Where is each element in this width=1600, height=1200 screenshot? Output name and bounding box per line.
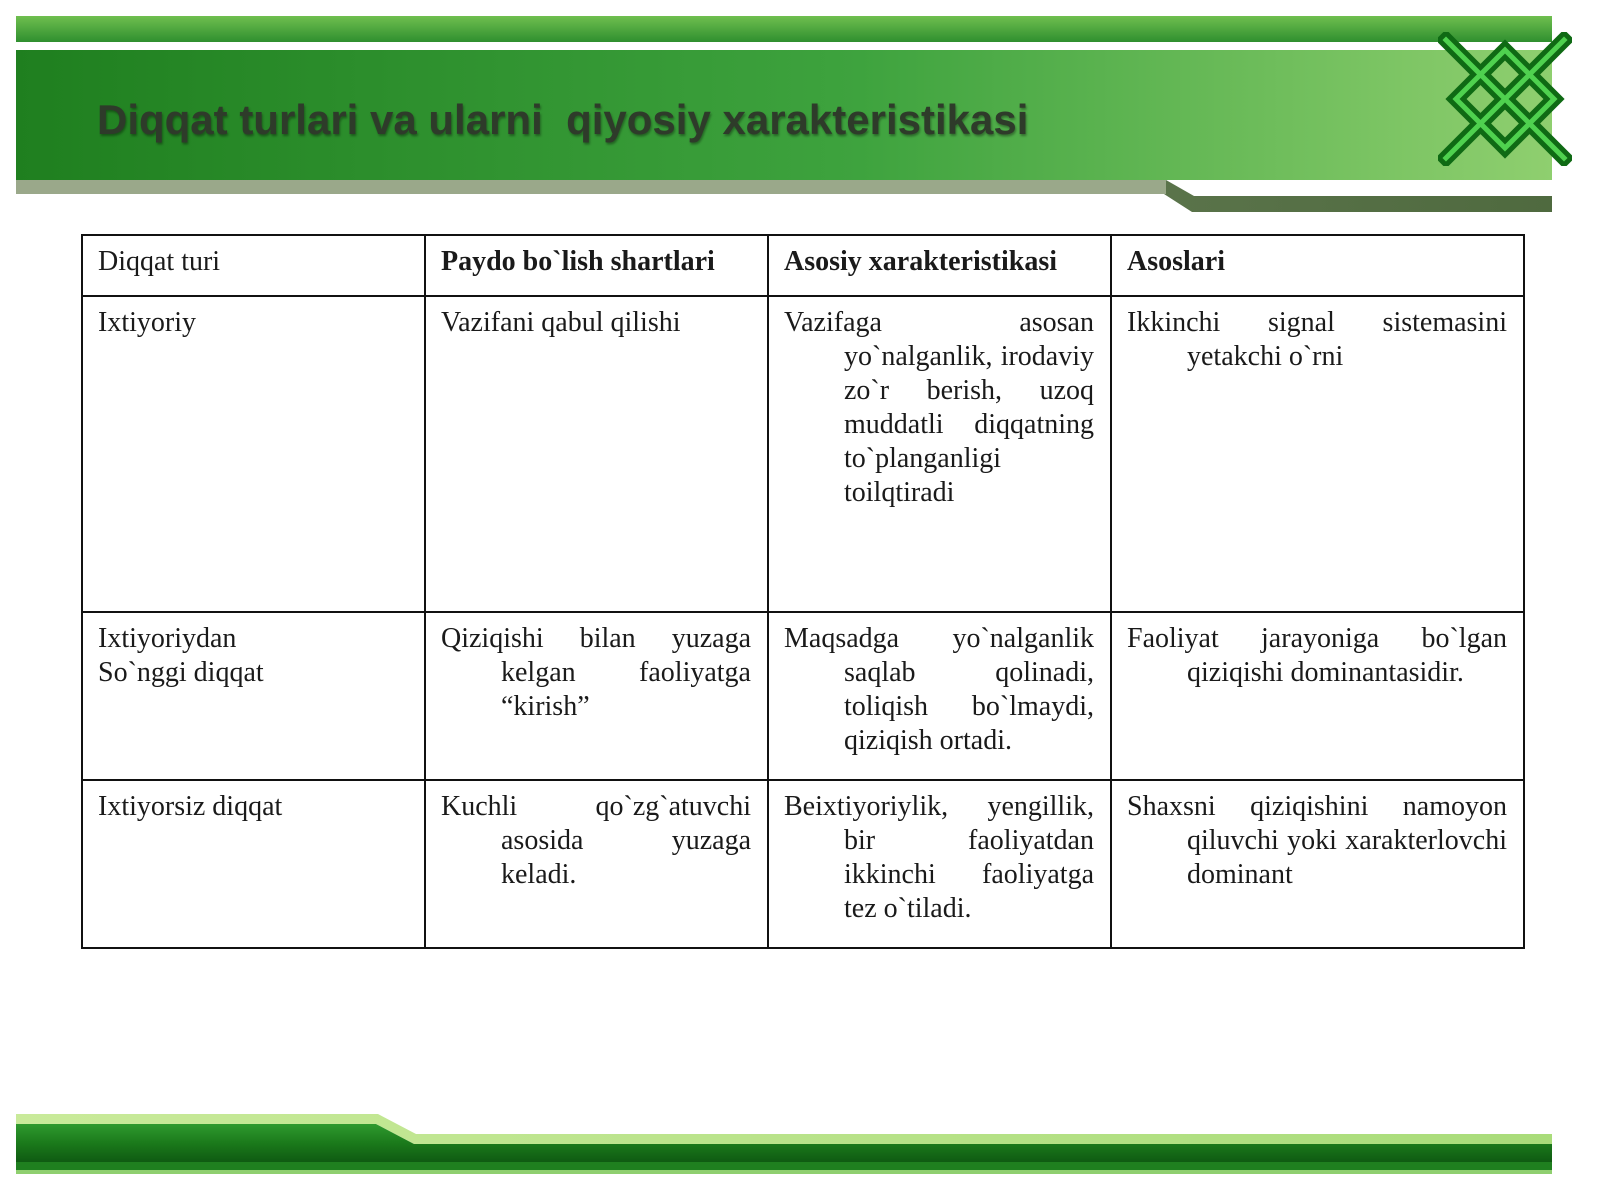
cell-attention-type: Ixtiyoriy — [82, 296, 425, 612]
cell-attention-type: Ixtiyorsiz diqqat — [82, 780, 425, 948]
cell-basis: Ikkinchi signal sistemasini yetakchi o`rni — [1111, 296, 1524, 612]
cell-conditions: Qiziqishi bilan yuzaga kelgan faoliyatga “kirish” — [425, 612, 768, 780]
cell-characteristics: Vazifaga asosan yo`nalganlik, irodaviy zo`r berish, uzoq muddatli diqqatning to`planganligi toilqtiradi — [768, 296, 1111, 612]
cell-basis: Faoliyat jarayoniga bo`lgan qiziqishi dominantasidir. — [1111, 612, 1524, 780]
comparison-table — [81, 234, 1525, 949]
interlaced-diamond-knot-icon — [1438, 32, 1572, 166]
slide-title: Diqqat turlari va ularni qiyosiy xarakteristikasi — [97, 96, 1029, 143]
cell-characteristics: Beixtiyoriylik, yengillik, bir faoliyatdan ikkinchi faoliyatga tez o`tiladi. — [768, 780, 1111, 948]
footer-banner-graphic — [16, 1114, 1584, 1190]
header-characteristics: Asosiy xarakteristikasi — [768, 235, 1111, 296]
table-row — [82, 780, 1524, 948]
footer-banner — [16, 1114, 1584, 1190]
cell-conditions: Kuchli qo`zg`atuvchi asosida yuzaga keladi. — [425, 780, 768, 948]
table-row — [82, 296, 1524, 612]
header-conditions: Paydo bo`lish shartlari — [425, 235, 768, 296]
table-row — [82, 612, 1524, 780]
header-attention-type: Diqqat turi — [82, 235, 425, 296]
cell-conditions: Vazifani qabul qilishi — [425, 296, 768, 612]
cell-attention-type-line-2: So`nggi diqqat — [98, 657, 264, 688]
table-header-row — [82, 235, 1524, 296]
cell-characteristics: Maqsadga yo`nalganlik saqlab qolinadi, toliqish bo`lmaydi, qiziqish ortadi. — [768, 612, 1111, 780]
cell-basis: Shaxsni qiziqishini namoyon qiluvchi yoki xarakterlovchi dominant — [1111, 780, 1524, 948]
cell-attention-type-line-1: Ixtiyoriydan — [98, 623, 237, 654]
header-basis: Asoslari — [1111, 235, 1524, 296]
cell-attention-type — [82, 612, 425, 780]
